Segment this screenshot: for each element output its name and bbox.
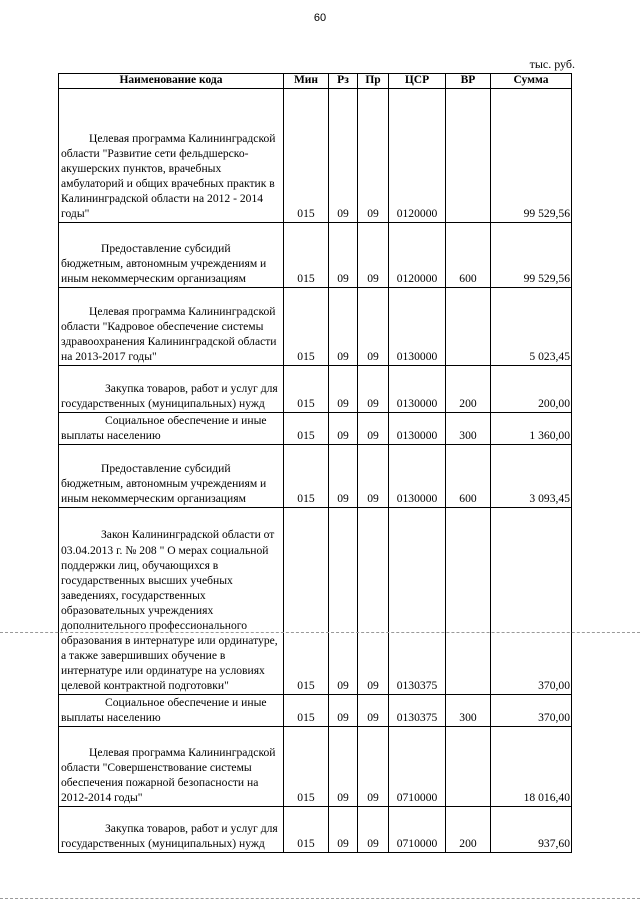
- row-min: 015: [284, 413, 329, 445]
- row-vr: 600: [446, 223, 491, 288]
- row-csr: 0130000: [389, 288, 446, 366]
- row-rz: 09: [329, 366, 358, 413]
- header-pr: Пр: [358, 74, 389, 89]
- row-min: 015: [284, 366, 329, 413]
- row-name-text: Закупка товаров, работ и услуг для государственных (муниципальных) нужд: [61, 381, 278, 410]
- table-row: [59, 508, 572, 695]
- row-min: 015: [284, 89, 329, 223]
- row-pr: 09: [358, 413, 389, 445]
- row-vr: [446, 508, 491, 695]
- table-row: [59, 727, 572, 807]
- row-sum: 370,00: [491, 695, 572, 727]
- row-sum: 18 016,40: [491, 727, 572, 807]
- row-vr: [446, 727, 491, 807]
- row-sum: 99 529,56: [491, 223, 572, 288]
- row-vr: [446, 288, 491, 366]
- row-name: [59, 366, 284, 413]
- row-vr: 300: [446, 413, 491, 445]
- header-vr: ВР: [446, 74, 491, 89]
- header-csr: ЦСР: [389, 74, 446, 89]
- row-vr: 200: [446, 366, 491, 413]
- row-csr: 0130375: [389, 508, 446, 695]
- row-name: [59, 695, 284, 727]
- row-rz: 09: [329, 807, 358, 853]
- table-row: [59, 89, 572, 223]
- header-min: Мин: [284, 74, 329, 89]
- row-sum: 200,00: [491, 366, 572, 413]
- row-name-text: Закон Калининградской области от 03.04.2013 г. № 208 " О мерах социальной поддержки лиц, обучающихся в государственных высших учебных заведениях, государственных образовательных учреждениях дополнительного профессионального образования в интернатуре или ординатуре, а также завершивших обучение в интернатуре или ординатуре на условиях целевой контрактной подготовки": [61, 528, 278, 693]
- row-pr: 09: [358, 508, 389, 695]
- row-name-text: Целевая программа Калининградской области "Кадровое обеспечение системы здравоохранения Калининградской области на 2013-2017 годы": [61, 304, 277, 363]
- header-sum: Сумма: [491, 74, 572, 89]
- row-csr: 0130375: [389, 695, 446, 727]
- row-name-text: Целевая программа Калининградской области "Развитие сети фельдшерско-акушерских пунктов, врачебных амбулаторий и общих врачебных практик в Калининградской области на 2012 - 2014 годы": [61, 131, 276, 220]
- row-name: [59, 445, 284, 508]
- table-row: [59, 366, 572, 413]
- row-vr: 600: [446, 445, 491, 508]
- row-sum: 99 529,56: [491, 89, 572, 223]
- units-label: тыс. руб.: [529, 57, 575, 71]
- row-rz: 09: [329, 508, 358, 695]
- row-name-text: Социальное обеспечение и иные выплаты населению: [61, 414, 267, 443]
- table-row: [59, 413, 572, 445]
- row-min: 015: [284, 223, 329, 288]
- row-sum: 937,60: [491, 807, 572, 853]
- row-rz: 09: [329, 89, 358, 223]
- row-name-text: Предоставление субсидий бюджетным, автономным учреждениям и иным некоммерческим организациям: [61, 461, 267, 506]
- row-pr: 09: [358, 223, 389, 288]
- header-name: Наименование кода: [59, 74, 284, 89]
- row-name-text: Социальное обеспечение и иные выплаты населению: [61, 696, 267, 725]
- table-header-row: [59, 74, 572, 89]
- row-min: 015: [284, 695, 329, 727]
- row-rz: 09: [329, 727, 358, 807]
- row-csr: 0120000: [389, 89, 446, 223]
- row-min: 015: [284, 445, 329, 508]
- row-pr: 09: [358, 727, 389, 807]
- row-pr: 09: [358, 445, 389, 508]
- row-sum: 1 360,00: [491, 413, 572, 445]
- row-name: [59, 508, 284, 695]
- table-row: [59, 288, 572, 366]
- row-pr: 09: [358, 807, 389, 853]
- row-min: 015: [284, 508, 329, 695]
- row-rz: 09: [329, 413, 358, 445]
- row-min: 015: [284, 807, 329, 853]
- table-row: [59, 807, 572, 853]
- row-sum: 5 023,45: [491, 288, 572, 366]
- row-rz: 09: [329, 695, 358, 727]
- row-name: [59, 288, 284, 366]
- row-csr: 0710000: [389, 807, 446, 853]
- table-row: [59, 223, 572, 288]
- header-rz: Рз: [329, 74, 358, 89]
- row-min: 015: [284, 288, 329, 366]
- row-vr: [446, 89, 491, 223]
- row-rz: 09: [329, 223, 358, 288]
- table-row: [59, 445, 572, 508]
- budget-table: [58, 73, 572, 853]
- row-vr: 200: [446, 807, 491, 853]
- row-name: [59, 807, 284, 853]
- row-name: [59, 223, 284, 288]
- row-csr: 0710000: [389, 727, 446, 807]
- row-rz: 09: [329, 288, 358, 366]
- row-name: [59, 89, 284, 223]
- table-row: [59, 695, 572, 727]
- row-csr: 0120000: [389, 223, 446, 288]
- row-sum: 3 093,45: [491, 445, 572, 508]
- row-pr: 09: [358, 695, 389, 727]
- row-pr: 09: [358, 89, 389, 223]
- row-name: [59, 727, 284, 807]
- row-name: [59, 413, 284, 445]
- row-rz: 09: [329, 445, 358, 508]
- row-name-text: Целевая программа Калининградской области "Совершенствование системы обеспечения пожарной безопасности на 2012-2014 годы": [61, 746, 276, 805]
- page-number: 60: [313, 12, 327, 24]
- scan-artifact-line: [0, 898, 640, 899]
- row-csr: 0130000: [389, 445, 446, 508]
- scan-artifact-line: [0, 632, 640, 633]
- row-csr: 0130000: [389, 366, 446, 413]
- row-vr: 300: [446, 695, 491, 727]
- row-name-text: Закупка товаров, работ и услуг для государственных (муниципальных) нужд: [61, 822, 278, 851]
- row-sum: 370,00: [491, 508, 572, 695]
- row-min: 015: [284, 727, 329, 807]
- row-pr: 09: [358, 288, 389, 366]
- row-name-text: Предоставление субсидий бюджетным, автономным учреждениям и иным некоммерческим организациям: [61, 241, 267, 285]
- row-csr: 0130000: [389, 413, 446, 445]
- row-pr: 09: [358, 366, 389, 413]
